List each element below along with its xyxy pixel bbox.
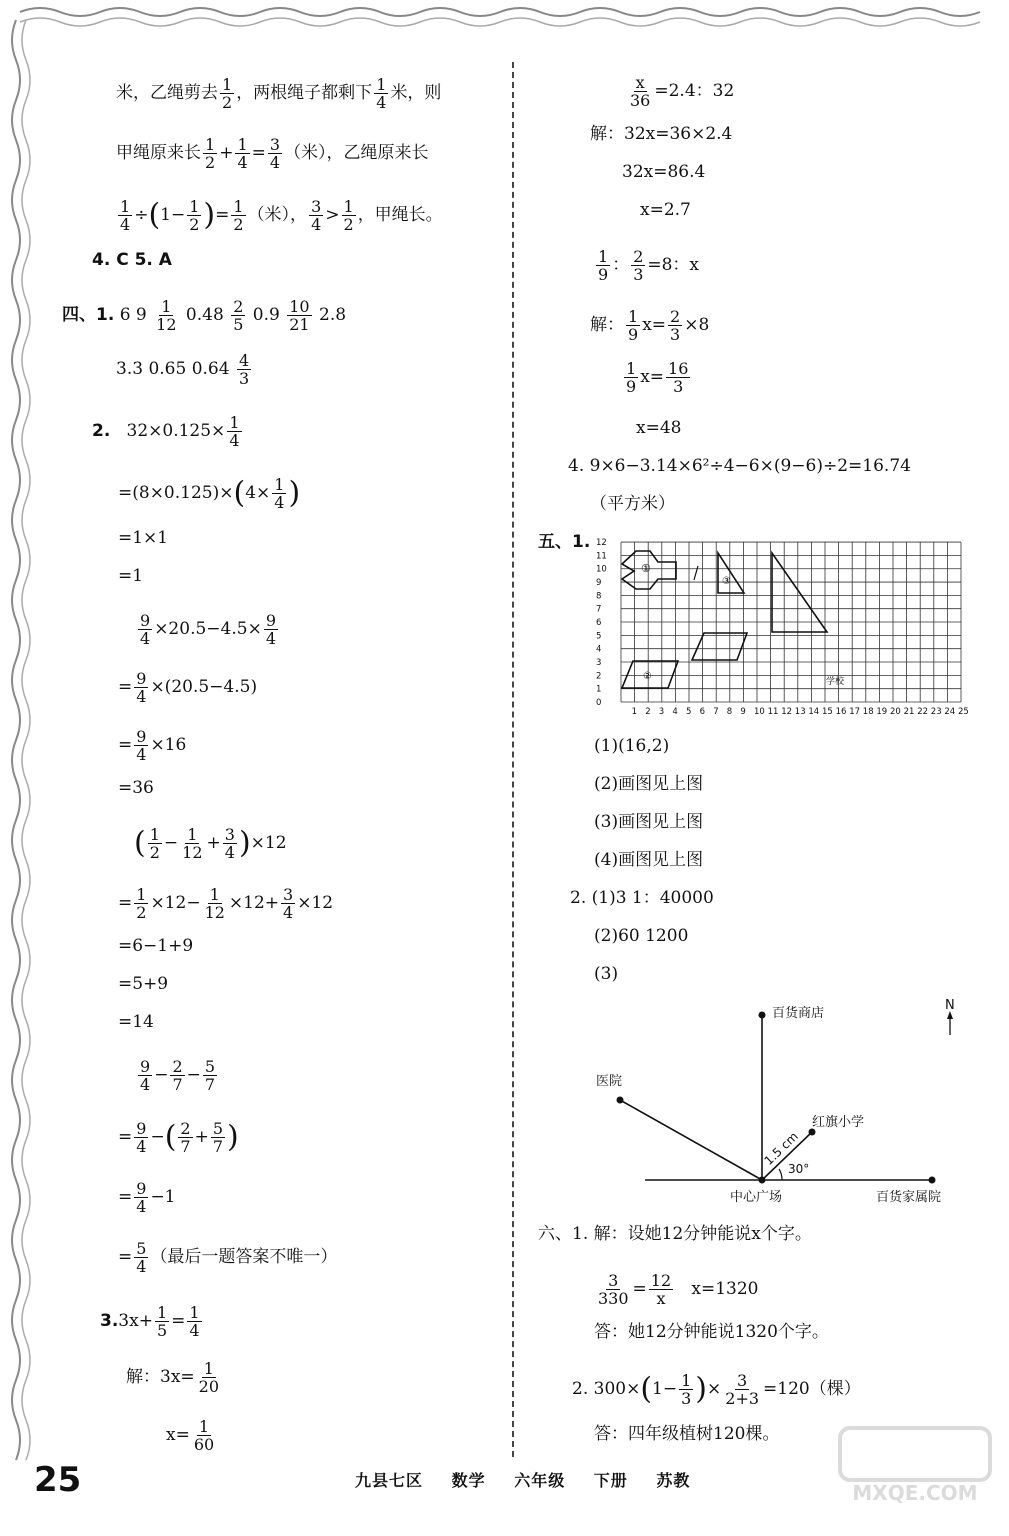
answer-4-5: 4. C 5. A — [92, 250, 172, 270]
shape-1-label: ① — [641, 562, 651, 575]
text: （米），乙绳原来长 — [284, 143, 429, 163]
footer-grade: 六年级 — [514, 1471, 566, 1490]
text-line: 甲绳原来长 $\frac{1}{2}$ + $\frac{1}{4}$ = $\frac{3}{4}$ （米），乙绳原来长 — [116, 135, 429, 172]
answer-5-2-3: (3) — [594, 964, 619, 984]
q2-line11: =6−1+9 — [118, 936, 194, 956]
text: x=1320 — [691, 1279, 759, 1299]
watermark-logo — [830, 1420, 1000, 1510]
grid-x-label: 17 — [849, 707, 861, 717]
grid-x-label: 1 — [631, 707, 638, 717]
grid-x-label: 22 — [917, 707, 929, 717]
text: ，两根绳子都剩下 — [236, 83, 373, 103]
map-label-store: 百货商店 — [772, 1006, 825, 1021]
map-label-distance: 1.5 cm — [761, 1129, 801, 1168]
section-6-answer1: 答：她12分钟能说1320个字。 — [594, 1322, 829, 1342]
q2-line5: $\frac{9}{4}$ ×20.5−4.5× $\frac{9}{4}$ — [140, 611, 276, 648]
text: ×(20.5−4.5) — [150, 677, 258, 697]
q2-line6: = $\frac{9}{4}$ ×(20.5−4.5) — [118, 669, 258, 706]
axis-mark — [694, 566, 698, 580]
map-label-angle: 30° — [788, 1162, 810, 1176]
text: x= — [642, 315, 667, 335]
footer-volume: 下册 — [593, 1471, 628, 1490]
grid-y-label: 4 — [596, 644, 602, 655]
text: 32×0.125× — [126, 421, 226, 441]
section-4-row2: 3.3 0.65 0.64 $\frac{4}{3}$ — [116, 351, 250, 388]
grid-x-label: 14 — [808, 707, 820, 717]
text: ，甲绳长。 — [357, 205, 443, 225]
page-number: 25 — [34, 1460, 82, 1500]
home-point — [929, 1177, 936, 1184]
q2-line10: = $\frac{1}{2}$ ×12− $\frac{1}{12}$ ×12+ $\frac{3}{4}$ ×12 — [118, 885, 334, 922]
answer-5-2-1: 2. (1)3 1：40000 — [570, 888, 714, 908]
text: ×12 — [297, 893, 334, 913]
grid-x-label: 2 — [645, 707, 651, 717]
question-label: 2. — [92, 421, 111, 441]
grid-x-label: 16 — [835, 707, 847, 717]
grid-x-label: 10 — [754, 707, 765, 717]
shape-large-triangle — [772, 553, 827, 632]
text: x= — [640, 367, 665, 387]
grid-x-label: 18 — [862, 707, 874, 717]
grid-x-label: 25 — [958, 707, 969, 717]
grid-y-label: 5 — [596, 631, 602, 642]
text: ×8 — [684, 315, 710, 335]
hospital-point — [617, 1097, 624, 1104]
section-6-q2: 2. 300×(1− $\frac{1}{3}$ )× $\frac{3}{2+3}$ =120（棵） — [572, 1371, 861, 1408]
section-6-eq: $\frac{3}{330}$ = $\frac{12}{x}$ x=1320 — [598, 1271, 759, 1308]
text: ×12 — [250, 833, 287, 853]
shape-2-translated — [692, 633, 747, 660]
grid-x-label: 13 — [794, 707, 806, 717]
text: 0.48 — [185, 305, 224, 325]
watermark-text: MXQE.COM — [852, 1481, 978, 1505]
r-q4-unit: （平方米） — [590, 494, 675, 514]
grid-y-label: 12 — [596, 538, 607, 549]
text: （最后一题答案不唯一） — [150, 1247, 338, 1267]
grid-x-label: 24 — [944, 707, 956, 717]
grid-x-label: 23 — [930, 707, 942, 717]
text: 六、1. 解：设她12分钟能说x个字。 — [538, 1224, 812, 1244]
text: 米，则 — [390, 83, 442, 103]
text: 解： — [590, 315, 624, 335]
q2-line2: =(8×0.125)×(4× $\frac{1}{4}$ ) — [118, 475, 301, 512]
shape-3 — [718, 553, 744, 593]
text: =8：x — [647, 255, 700, 275]
grid-x-label: 6 — [699, 707, 706, 717]
text: ×16 — [150, 735, 187, 755]
text: ×20.5−4.5× — [154, 619, 262, 639]
text: ： — [612, 255, 630, 275]
grid-x-label: 5 — [686, 707, 692, 717]
q2-line9: ( $\frac{1}{2}$ − $\frac{1}{12}$ + $\frac{3}{4}$ )×12 — [134, 825, 287, 862]
text-line: $\frac{1}{4}$ ÷(1− $\frac{1}{2}$ )= $\frac{1}{2}$ （米）， $\frac{3}{4}$ > $\frac{1}{2}$ ，甲绳长。 — [120, 197, 443, 234]
grid-x-label: 3 — [658, 707, 665, 717]
q3-line3: x= $\frac{1}{60}$ — [166, 1417, 215, 1454]
answer-5-2-2: (2)60 1200 — [594, 926, 689, 946]
text: ×12+ — [228, 893, 280, 913]
grid-x-label: 9 — [740, 707, 746, 717]
text: =2.4：32 — [654, 81, 735, 101]
q2-line16: = $\frac{9}{4}$ −1 — [118, 1179, 176, 1216]
q2-line15: = $\frac{9}{4}$ −( $\frac{2}{7}$ + $\frac{5}{7}$ ) — [118, 1119, 239, 1156]
r-line8: x=48 — [636, 418, 682, 438]
grid-school-label: 学校 — [826, 677, 845, 687]
grid-y-label: 8 — [596, 591, 602, 602]
grid-y-label: 6 — [596, 618, 602, 629]
q3-line1: 3.3x+ $\frac{1}{5}$ = $\frac{1}{4}$ — [100, 1303, 200, 1340]
grid-y-label: 10 — [596, 564, 607, 575]
section-5-label: 五、1. — [538, 532, 591, 552]
text: 0.9 — [252, 305, 280, 325]
text: =120（棵） — [763, 1379, 861, 1399]
text: ×12− — [150, 893, 201, 913]
center-point — [759, 1177, 766, 1184]
q2-line14: $\frac{9}{4}$ − $\frac{2}{7}$ − $\frac{5}{7}$ — [140, 1057, 216, 1094]
text: x= — [166, 1425, 190, 1445]
q2-line1: 2. 32×0.125× $\frac{1}{4}$ — [92, 413, 240, 450]
grid-x-label: 19 — [876, 707, 888, 717]
map-label-hospital: 医院 — [596, 1074, 623, 1089]
grid-y-label: 0 — [596, 698, 602, 708]
shape-3-label: ③ — [722, 576, 731, 587]
r-line2: 解：32x=36×2.4 — [590, 124, 733, 144]
column-divider — [512, 62, 514, 1457]
text: −1 — [150, 1187, 176, 1207]
r-line5: $\frac{1}{9}$ ： $\frac{2}{3}$ =8：x — [598, 247, 700, 284]
grid-y-label: 11 — [596, 551, 607, 562]
q2-line13: =14 — [118, 1012, 154, 1032]
r-line3: 32x=86.4 — [622, 162, 706, 182]
map-label-school: 红旗小学 — [812, 1115, 865, 1130]
text: 解：3x= — [126, 1367, 195, 1387]
text: 2.8 — [319, 305, 347, 325]
question-label: 3. — [100, 1311, 119, 1331]
r-line1: $\frac{x}{36}$ =2.4：32 — [630, 73, 735, 110]
q2-line12: =5+9 — [118, 974, 169, 994]
location-map — [590, 995, 970, 1210]
text: 3x+ — [118, 1311, 153, 1331]
q2-line4: =1 — [118, 566, 144, 586]
store-point — [759, 1012, 766, 1019]
answer-5-1-2: (2)画图见上图 — [594, 774, 704, 794]
shape-2-label: ② — [643, 671, 652, 682]
grid-x-label: 12 — [781, 707, 793, 717]
grid-y-label: 1 — [596, 684, 602, 695]
q2-line7: = $\frac{9}{4}$ ×16 — [118, 727, 187, 764]
footer-series: 九县七区 — [355, 1471, 424, 1490]
grid-x-label: 15 — [822, 707, 833, 717]
grid-x-label: 7 — [713, 707, 719, 717]
q2-line17: = $\frac{5}{4}$ （最后一题答案不唯一） — [118, 1239, 338, 1276]
r-line6: 解： $\frac{1}{9}$ x= $\frac{2}{3}$ ×8 — [590, 307, 710, 344]
text: 2. 300× — [572, 1379, 641, 1399]
grid-x-label: 11 — [767, 707, 779, 717]
grid-y-label: 2 — [596, 671, 602, 682]
map-label-center: 中心广场 — [730, 1190, 783, 1205]
grid-y-label: 3 — [596, 658, 602, 669]
footer-edition: 苏教 — [656, 1471, 691, 1490]
q3-line2: 解：3x= $\frac{1}{20}$ — [126, 1359, 220, 1396]
grid-y-label: 9 — [596, 578, 602, 589]
grid-x-label: 4 — [672, 707, 678, 717]
map-label-north: N — [945, 998, 955, 1013]
text: 4. 9×6−3.14×6²÷4−6×(9−6)÷2=16.74 — [568, 456, 911, 476]
r-line4: x=2.7 — [640, 200, 691, 220]
section-6-q1 — [538, 1224, 812, 1244]
footer-info — [355, 1468, 712, 1491]
answer-5-1-3: (3)画图见上图 — [594, 812, 704, 832]
grid-x-label: 8 — [726, 707, 733, 717]
text: 3.3 0.65 0.64 — [116, 359, 230, 379]
grid-y-label: 7 — [596, 604, 602, 615]
r-line7: $\frac{1}{9}$ x= $\frac{16}{3}$ — [626, 359, 689, 396]
section-4-row1: 四、1. 6 9 $\frac{1}{12}$ 0.48 $\frac{2}{5}$ 0.9 $\frac{10}{21}$ 2.8 — [62, 297, 347, 334]
text: 甲绳原来长 — [116, 143, 201, 163]
section-label: 四、1. — [62, 305, 115, 325]
text: 4× — [245, 483, 271, 503]
r-q4 — [568, 456, 911, 476]
footer-subject: 数学 — [451, 1471, 486, 1490]
text: =(8×0.125)× — [118, 483, 234, 503]
q2-line3: =1×1 — [118, 528, 169, 548]
coordinate-grid — [594, 534, 969, 720]
text: 米，乙绳剪去 — [116, 83, 218, 103]
text-line: 米，乙绳剪去 $\frac{1}{2}$ ，两根绳子都剩下 $\frac{1}{4}$ 米，则 — [116, 75, 442, 112]
text: 6 9 — [119, 305, 147, 325]
grid-x-label: 21 — [903, 707, 915, 717]
text: （米）， — [247, 205, 308, 225]
map-label-home: 百货家属院 — [876, 1190, 942, 1205]
section-6-answer2: 答：四年级植树120棵。 — [594, 1424, 780, 1444]
grid-x-label: 20 — [890, 707, 901, 717]
answer-5-1-4: (4)画图见上图 — [594, 850, 704, 870]
q2-line8: =36 — [118, 778, 154, 798]
answer-5-1-1: (1)(16,2) — [594, 736, 670, 756]
